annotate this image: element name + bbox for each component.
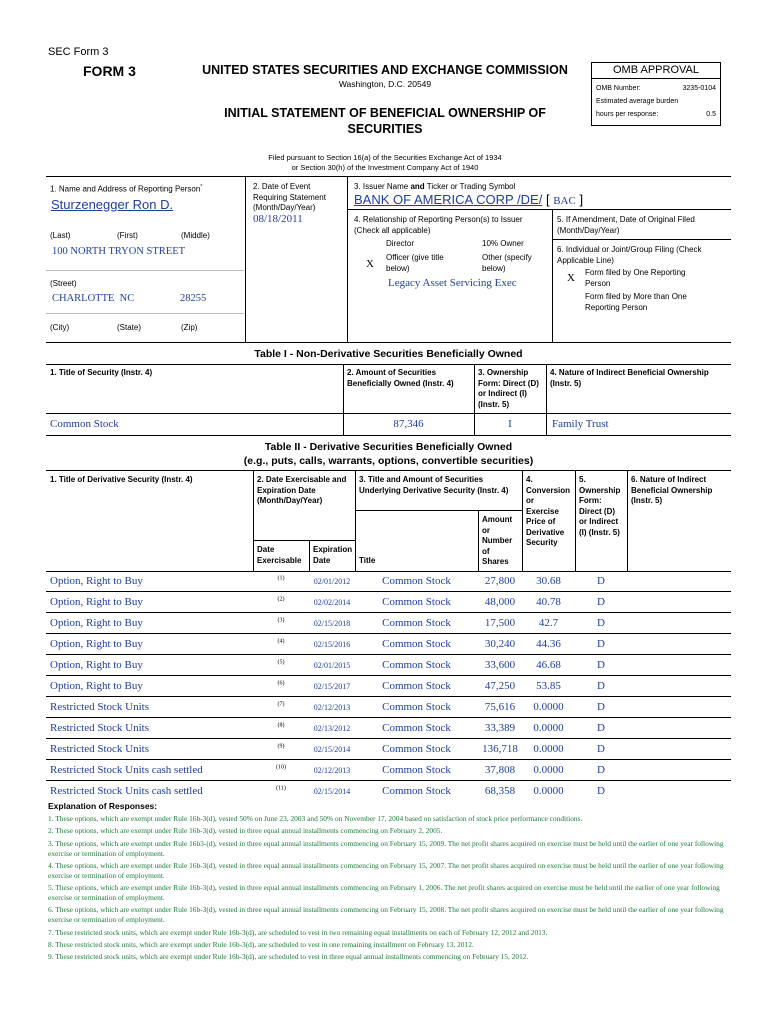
city-label: (City): [50, 323, 70, 332]
t2-shares: 30,240: [478, 634, 522, 655]
explanation-item: 6. These options, which are exempt under Rule 16b-3(d), vested in three equal annual installments commencing on February 15, 2008. The net profit shares acquired on exercise must be held until the earlier of one year following exercise or termination of employment.: [48, 905, 724, 925]
t2-expiration: 02/01/2015: [309, 655, 355, 676]
t2-shares: 136,718: [478, 739, 522, 760]
explanation-list: [48, 814, 728, 965]
first-label: (First): [117, 231, 138, 240]
t2-shares: 47,250: [478, 676, 522, 697]
t2-form: D: [575, 634, 627, 655]
t2-price: 0.0000: [522, 760, 575, 781]
t2-form: D: [575, 697, 627, 718]
t2-col-date-exercisable: Date Exercisable: [257, 545, 302, 565]
derivative-table: [46, 571, 731, 801]
t2-underlying-title: Common Stock: [355, 739, 478, 760]
t2-nature: [627, 613, 731, 634]
t1-col-amount: 2. Amount of Securities Beneficially Owned (Instr. 4): [347, 368, 454, 388]
issuer-line: BANK OF AMERICA CORP /DE/ [ BAC ]: [354, 192, 584, 207]
table1-title: Table I - Non-Derivative Securities Beneficially Owned: [254, 348, 523, 360]
t2-price: 30.68: [536, 575, 561, 587]
commission-location: Washington, D.C. 20549: [338, 79, 432, 89]
t2-security: Restricted Stock Units: [46, 697, 253, 718]
t2-nature: [627, 781, 731, 802]
t2-nature: [627, 739, 731, 760]
explanation-title: Explanation of Responses:: [48, 801, 158, 811]
t2-underlying-title: Common Stock: [355, 634, 478, 655]
t2-date-exercisable: (7): [253, 697, 309, 718]
derivative-row: [46, 613, 731, 634]
reporting-person-name[interactable]: Sturzenegger Ron D.: [51, 197, 174, 212]
t2-expiration: 02/15/2014: [309, 739, 355, 760]
t2-col-amount: Amount or Number of Shares: [482, 515, 513, 566]
t2-form: D: [575, 613, 627, 634]
derivative-row: [46, 676, 731, 697]
t2-shares: 37,808: [478, 760, 522, 781]
t2-underlying-title: Common Stock: [355, 613, 478, 634]
t2-date-exercisable: (6): [253, 676, 309, 697]
t2-col-expiration: Expiration Date: [313, 545, 353, 565]
t2-security: Restricted Stock Units: [46, 718, 253, 739]
t2-date-exercisable: (9): [253, 739, 309, 760]
t2-underlying-title: Common Stock: [355, 697, 478, 718]
box3-label: 3. Issuer Name and Ticker or Trading Symbol: [354, 182, 516, 191]
t1-nature: Family Trust: [552, 418, 609, 430]
t2-expiration: 02/12/2013: [309, 760, 355, 781]
t2-nature: [627, 592, 731, 613]
t2-security: Option, Right to Buy: [46, 634, 253, 655]
event-date: 08/18/2011: [253, 213, 303, 225]
explanation-item: 9. These restricted stock units, which are exempt under Rule 16b-3(d), are scheduled to vest in three equal annual installments commencing on February 15, 2012.: [48, 952, 529, 962]
box2-label: 2. Date of Event Requiring Statement (Month/Day/Year): [253, 182, 326, 212]
t2-underlying-title: Common Stock: [355, 718, 478, 739]
t2-underlying-title: Common Stock: [355, 760, 478, 781]
t2-security: Restricted Stock Units: [46, 739, 253, 760]
t2-price: 0.0000: [522, 781, 575, 802]
t2-shares: 33,600: [478, 655, 522, 676]
t2-expiration: 02/12/2013: [309, 697, 355, 718]
t1-col-nature: 4. Nature of Indirect Beneficial Ownership (Instr. 5): [550, 368, 709, 388]
t2-underlying-title: Common Stock: [355, 592, 478, 613]
derivative-row: [46, 781, 731, 802]
derivative-row: [46, 697, 731, 718]
t2-nature: [627, 676, 731, 697]
t2-form: D: [575, 781, 627, 802]
street-label: (Street): [50, 279, 77, 288]
zip-value: 28255: [180, 293, 207, 304]
t2-date-exercisable: (8): [253, 718, 309, 739]
t2-underlying-title: Common Stock: [382, 575, 451, 587]
t2-nature: [627, 718, 731, 739]
t2-col-ownership: 5. Ownership Form: Direct (D) or Indirect (I) (Instr. 5): [579, 475, 621, 537]
t2-price: 0.0000: [522, 739, 575, 760]
t1-col-security: 1. Title of Security (Instr. 4): [50, 368, 153, 377]
t2-security: Restricted Stock Units cash settled: [46, 760, 253, 781]
t1-form: I: [508, 418, 512, 430]
t2-security: Restricted Stock Units cash settled: [46, 781, 253, 802]
t2-shares: 68,358: [478, 781, 522, 802]
statement-title: [190, 105, 580, 137]
other-label: Other (specify below): [482, 253, 532, 273]
derivative-row: [46, 718, 731, 739]
filed-pursuant-line-2: or Section 30(h) of the Investment Company Act of 1940: [291, 163, 479, 172]
t2-date-exercisable: (3): [253, 613, 309, 634]
box1-label: 1. Name and Address of Reporting Person*: [50, 184, 203, 194]
street-value: 100 NORTH TRYON STREET: [52, 246, 186, 257]
officer-label: Officer (give title below): [386, 253, 444, 273]
director-label: Director: [386, 239, 415, 248]
t2-col-security: 1. Title of Derivative Security (Instr. 4): [50, 475, 193, 484]
t2-nature: [627, 655, 731, 676]
explanation-item: 8. These restricted stock units, which are exempt under Rule 16b-3(d), are scheduled to vest in one remaining installment on February 13, 2012.: [48, 940, 474, 950]
middle-label: (Middle): [181, 231, 210, 240]
omb-approval-box: [591, 62, 721, 126]
t2-form: D: [575, 655, 627, 676]
sec-form-label: SEC Form 3: [48, 46, 109, 58]
omb-burden-label: Estimated average burden: [596, 98, 679, 105]
t2-date-exercisable: (1): [277, 575, 285, 582]
derivative-row: [46, 592, 731, 613]
t2-shares: 27,800: [484, 575, 516, 587]
t2-nature: [627, 634, 731, 655]
t2-security: Option, Right to Buy: [46, 613, 253, 634]
last-label: (Last): [50, 231, 71, 240]
t2-date-exercisable: (10): [253, 760, 309, 781]
omb-number-label: OMB Number:: [596, 85, 641, 92]
box6-label: 6. Individual or Joint/Group Filing (Check Applicable Line): [557, 245, 702, 265]
t2-underlying-title: Common Stock: [355, 655, 478, 676]
t2-date-exercisable: (11): [253, 781, 309, 802]
t2-security: Option, Right to Buy: [46, 592, 253, 613]
t2-security: Option, Right to Buy: [46, 655, 253, 676]
t1-amount: 87,346: [393, 418, 424, 430]
table2-title: Table II - Derivative Securities Beneficially Owned (e.g., puts, calls, warrants, options, convertible securities): [243, 441, 534, 467]
t2-shares: 75,616: [478, 697, 522, 718]
t2-col-title: Title: [359, 556, 376, 565]
t2-expiration: 02/15/2016: [309, 634, 355, 655]
t2-expiration: 02/15/2017: [309, 676, 355, 697]
filed-pursuant-note: [190, 153, 580, 173]
explanation-item: 3. These options, which are exempt under Rule 16b3-(d), vested in three equal annual installments commencing on February 15, 2009. The net profit shares acquired on exercise must be held until the earlier of one year following exercise or termination of employment.: [48, 838, 724, 858]
t2-expiration: 02/15/2014: [309, 781, 355, 802]
t2-expiration: 02/15/2018: [309, 613, 355, 634]
t2-expiration: 02/01/2012: [313, 577, 351, 586]
filed-by-one-label: Form filed by One Reporting Person: [585, 268, 686, 288]
explanation-item: 2. These options, which are exempt under Rule 16b-3(d), vested in three equal annual installments commencing on February 2, 2005.: [48, 826, 443, 836]
t2-security: Option, Right to Buy: [46, 676, 253, 697]
t2-form: D: [575, 718, 627, 739]
officer-title: Legacy Asset Servicing Exec: [388, 277, 517, 289]
t2-shares: 17,500: [478, 613, 522, 634]
t2-price: 53.85: [522, 676, 575, 697]
t2-form: D: [575, 760, 627, 781]
t2-form: D: [575, 592, 627, 613]
form-title: FORM 3: [83, 63, 136, 79]
explanation-item: 5. These options, which are exempt under Rule 16b-3(d), vested in three equal annual installments commencing on February 1, 2006. The net profit shares acquired on exercise must be held until the earlier of one year following exercise or termination of employment.: [48, 883, 720, 903]
t2-underlying-title: Common Stock: [355, 676, 478, 697]
t2-price: 42.7: [522, 613, 575, 634]
t2-col-conversion: 4. Conversion or Exercise Price of Derivative Security: [526, 475, 571, 547]
box5-label: 5. If Amendment, Date of Original Filed (Month/Day/Year): [557, 215, 695, 235]
t2-form: D: [575, 676, 627, 697]
t2-price: 40.78: [522, 592, 575, 613]
t2-nature: [627, 697, 731, 718]
state-label: (State): [117, 323, 142, 332]
officer-checkmark: X: [366, 258, 374, 270]
zip-label: (Zip): [181, 323, 198, 332]
box4-label: 4. Relationship of Reporting Person(s) to Issuer (Check all applicable): [354, 215, 523, 235]
t2-expiration: 02/02/2014: [309, 592, 355, 613]
explanation-item: 1. These options, which are exempt under Rule 16b-3(d), vested 50% on June 23, 2003 and 50% on November 17, 2004 based on satisfaction of stock price performance conditions.: [48, 814, 583, 823]
filed-pursuant-line-1: Filed pursuant to Section 16(a) of the Securities Exchange Act of 1934: [268, 153, 502, 162]
explanation-item: 7. These restricted stock units, which are exempt under Rule 16b-3(d), are scheduled to vest in two remaining equal installments on each of February 12, 2012 and 2013.: [48, 927, 548, 937]
t2-price: 0.0000: [522, 718, 575, 739]
t2-underlying-title: Common Stock: [355, 781, 478, 802]
city-value: CHARLOTTE NC: [52, 293, 135, 304]
t2-nature: [627, 760, 731, 781]
ten-percent-owner-label: 10% Owner: [482, 239, 524, 248]
t2-price: 46.68: [522, 655, 575, 676]
t1-col-ownership: 3. Ownership Form: Direct (D) or Indirect (I) (Instr. 5): [478, 368, 539, 409]
omb-hours-value: 0.5: [706, 111, 716, 118]
t2-date-exercisable: (2): [253, 592, 309, 613]
statement-title-line-1: INITIAL STATEMENT OF BENEFICIAL OWNERSHIP OF: [224, 106, 546, 120]
statement-title-line-2: SECURITIES: [347, 122, 423, 136]
derivative-row: [46, 739, 731, 760]
derivative-row: [46, 760, 731, 781]
t2-shares: 48,000: [478, 592, 522, 613]
one-person-checkmark: X: [567, 272, 575, 284]
derivative-row: [46, 655, 731, 676]
omb-title: OMB APPROVAL: [592, 63, 720, 79]
explanation-item: 4. These options, which are exempt under Rule 16b-3(d), vested in three equal annual installments commencing on February 15, 2007. The net profit shares acquired on exercise must be held until the earlier of one year following exercise or termination of employment.: [48, 860, 724, 880]
omb-hours-label: hours per response:: [596, 111, 659, 118]
t2-col-underlying: 3. Title and Amount of Securities Underlying Derivative Security (Instr. 4): [359, 475, 509, 495]
t2-nature: [627, 571, 731, 592]
filed-by-more-label: Form filed by More than One Reporting Person: [585, 292, 687, 312]
t2-security: Option, Right to Buy: [50, 575, 143, 587]
t2-col-nature: 6. Nature of Indirect Beneficial Ownership (Instr. 5): [631, 475, 713, 505]
derivative-row: [46, 571, 731, 592]
t2-shares: 33,389: [478, 718, 522, 739]
t2-col-dates: 2. Date Exercisable and Expiration Date (Month/Day/Year): [257, 475, 347, 505]
commission-title: UNITED STATES SECURITIES AND EXCHANGE COMMISSION: [202, 63, 568, 77]
t2-price: 44.36: [522, 634, 575, 655]
issuer-ticker: BAC: [553, 195, 576, 207]
t1-security: Common Stock: [50, 418, 119, 430]
t2-form: D: [575, 739, 627, 760]
t2-expiration: 02/13/2012: [309, 718, 355, 739]
derivative-row: [46, 634, 731, 655]
t2-price: 0.0000: [522, 697, 575, 718]
omb-number-value: 3235-0104: [682, 85, 716, 92]
t2-date-exercisable: (4): [253, 634, 309, 655]
t2-form: D: [597, 575, 605, 587]
issuer-name[interactable]: BANK OF AMERICA CORP /DE/: [354, 192, 543, 207]
t2-date-exercisable: (5): [253, 655, 309, 676]
